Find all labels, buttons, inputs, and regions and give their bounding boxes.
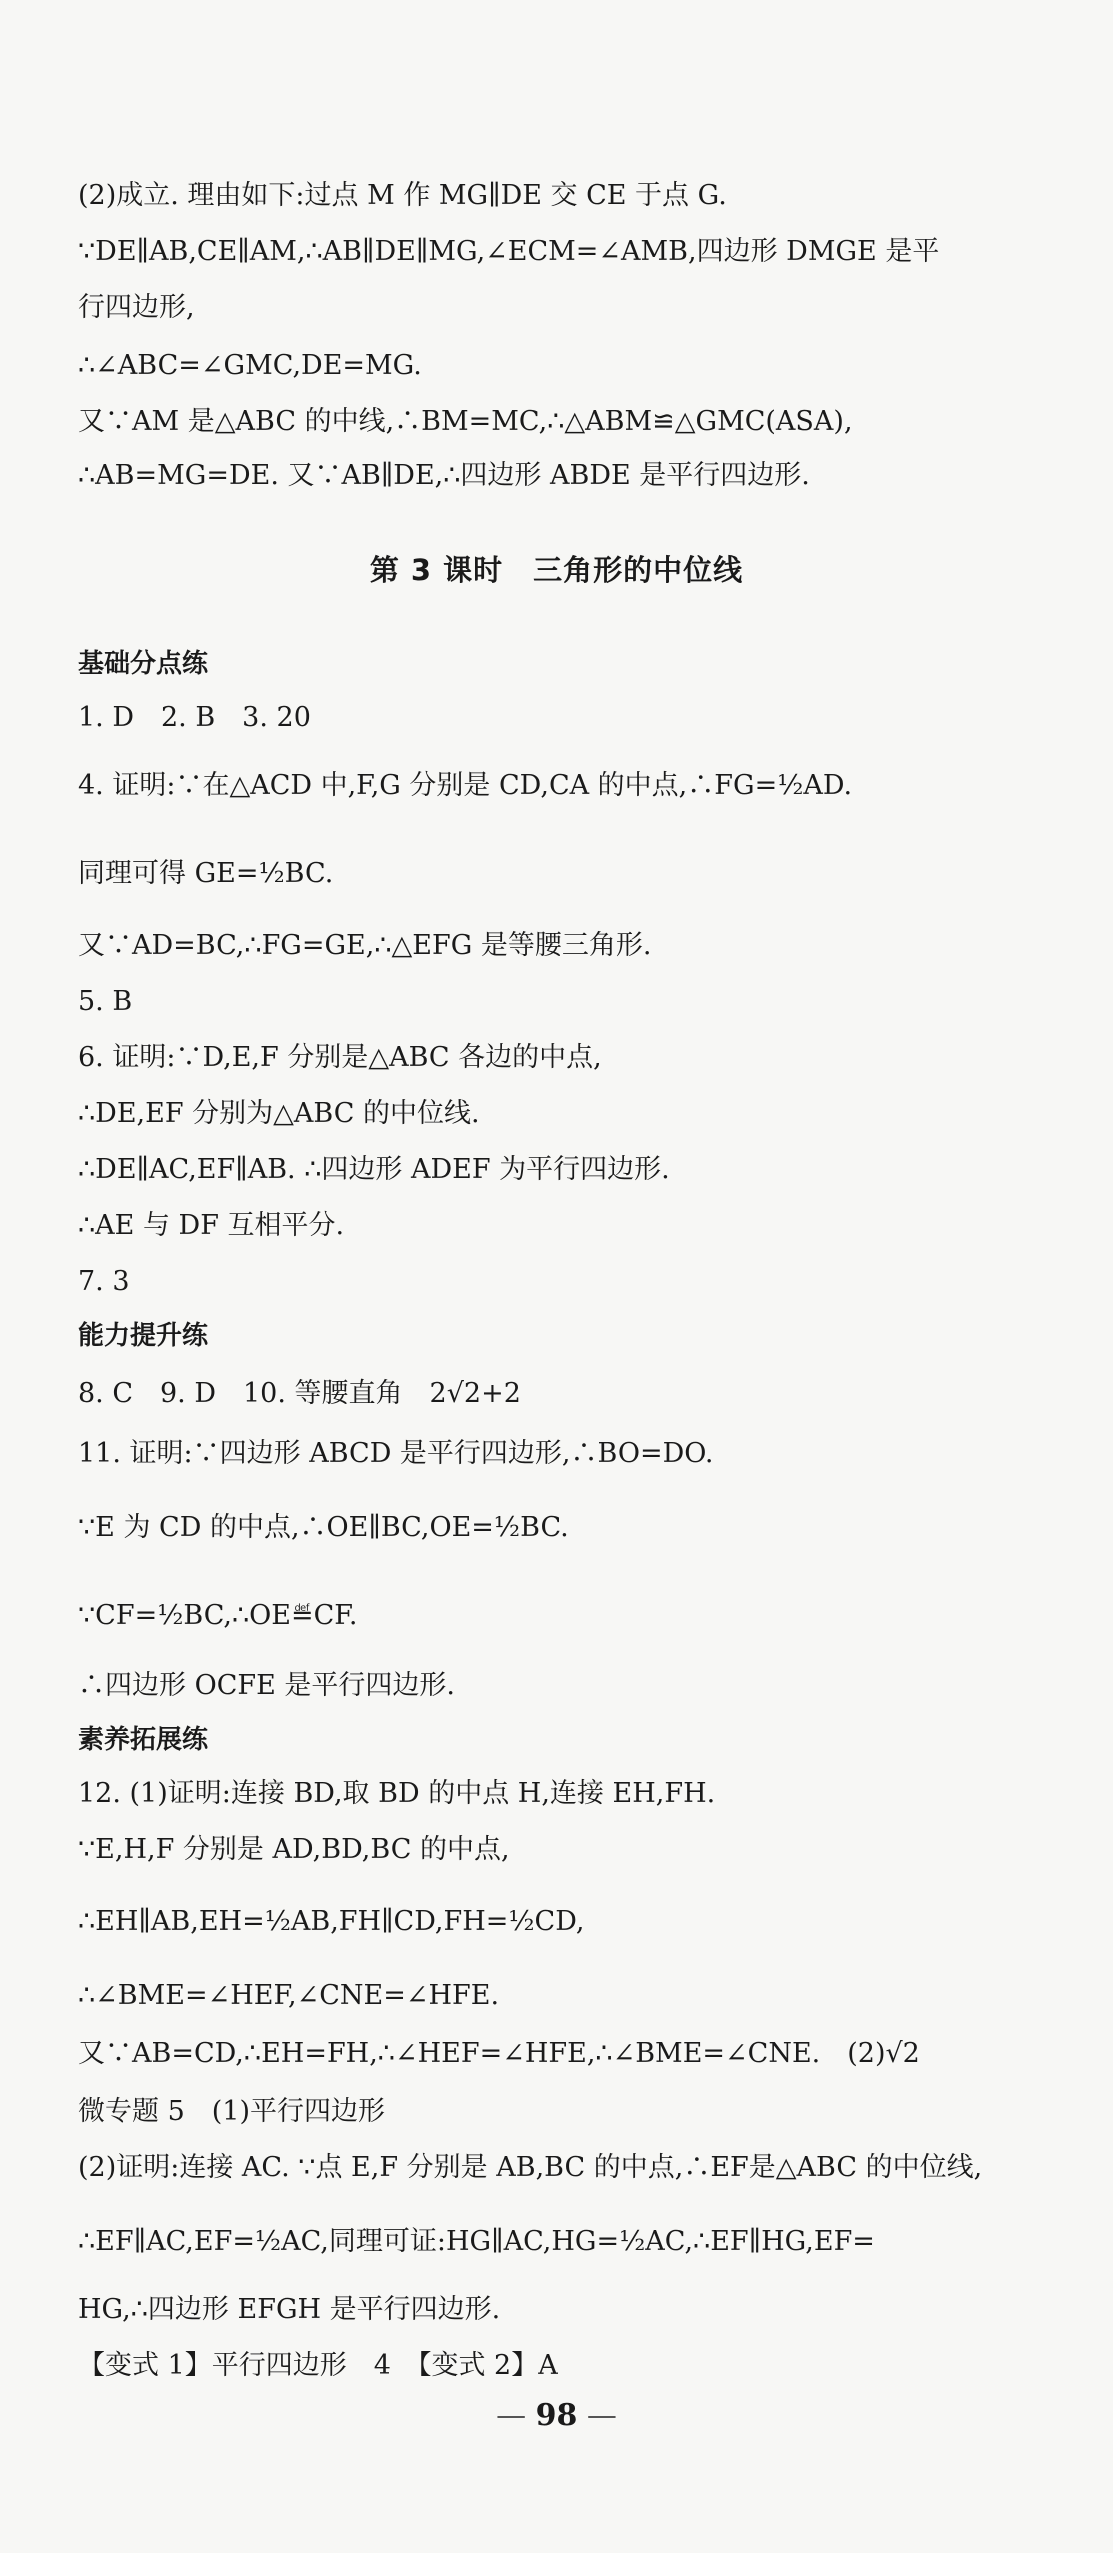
page-number-dash: — — [577, 2398, 617, 2433]
text-line: 12. (1)证明:连接 BD,取 BD 的中点 H,连接 EH,FH. — [78, 1778, 716, 1809]
text-line: 微专题 5 (1)平行四边形 — [78, 2096, 386, 2127]
text-line: 5. B — [78, 986, 133, 1017]
text-line: 【变式 1】平行四边形 4 【变式 2】A — [78, 2350, 558, 2381]
text-line: ∵CF=½BC,∴OE≝CF. — [78, 1600, 358, 1631]
text-line: 1. D 2. B 3. 20 — [78, 702, 311, 733]
text-line: (2)成立. 理由如下:过点 M 作 MG∥DE 交 CE 于点 G. — [78, 180, 727, 211]
text-line: 4. 证明:∵在△ACD 中,F,G 分别是 CD,CA 的中点,∴FG=½AD. — [78, 770, 853, 801]
section-heading-basic: 基础分点练 — [78, 649, 209, 679]
text-line: ∴EF∥AC,EF=½AC,同理可证:HG∥AC,HG=½AC,∴EF∥HG,EF= — [78, 2226, 875, 2257]
text-line: (2)证明:连接 AC. ∵点 E,F 分别是 AB,BC 的中点,∴EF是△ABC 的中位线, — [78, 2152, 983, 2183]
text-line: ∵E 为 CD 的中点,∴OE∥BC,OE=½BC. — [78, 1512, 569, 1543]
section-heading-extend: 素养拓展练 — [78, 1725, 209, 1755]
page-number-dash: — — [496, 2398, 536, 2433]
text-line: ∵E,H,F 分别是 AD,BD,BC 的中点, — [78, 1834, 510, 1865]
text-line: 又∵AM 是△ABC 的中线,∴BM=MC,∴△ABM≌△GMC(ASA), — [78, 406, 853, 437]
text-line: ∴∠ABC=∠GMC,DE=MG. — [78, 350, 422, 381]
page-number — [0, 2398, 1113, 2433]
text-line: ∵DE∥AB,CE∥AM,∴AB∥DE∥MG,∠ECM=∠AMB,四边形 DMGE 是平 — [78, 236, 940, 267]
text-line: 行四边形, — [78, 292, 195, 323]
text-line: 6. 证明:∵D,E,F 分别是△ABC 各边的中点, — [78, 1042, 602, 1073]
text-line: 又∵AB=CD,∴EH=FH,∴∠HEF=∠HFE,∴∠BME=∠CNE. (2)√2 — [78, 2038, 920, 2069]
text-line: 同理可得 GE=½BC. — [78, 858, 334, 889]
text-line: ∴EH∥AB,EH=½AB,FH∥CD,FH=½CD, — [78, 1906, 585, 1937]
text-line: ∴DE∥AC,EF∥AB. ∴四边形 ADEF 为平行四边形. — [78, 1154, 670, 1185]
text-line: 8. C 9. D 10. 等腰直角 2√2+2 — [78, 1378, 521, 1409]
text-line: 又∵AD=BC,∴FG=GE,∴△EFG 是等腰三角形. — [78, 930, 652, 961]
text-line: 11. 证明:∵四边形 ABCD 是平行四边形,∴BO=DO. — [78, 1438, 714, 1469]
lesson-title: 第 3 课时 三角形的中位线 — [369, 553, 744, 587]
page-number-value: 98 — [535, 2398, 578, 2433]
text-line: ∴∠BME=∠HEF,∠CNE=∠HFE. — [78, 1980, 500, 2011]
text-line: ∴AE 与 DF 互相平分. — [78, 1210, 345, 1241]
text-line: ∴四边形 OCFE 是平行四边形. — [78, 1670, 455, 1701]
text-line: ∴AB=MG=DE. 又∵AB∥DE,∴四边形 ABDE 是平行四边形. — [78, 460, 810, 491]
text-line: HG,∴四边形 EFGH 是平行四边形. — [78, 2294, 501, 2325]
text-line: 7. 3 — [78, 1266, 130, 1297]
text-line: ∴DE,EF 分别为△ABC 的中位线. — [78, 1098, 480, 1129]
section-heading-ability: 能力提升练 — [78, 1321, 209, 1351]
